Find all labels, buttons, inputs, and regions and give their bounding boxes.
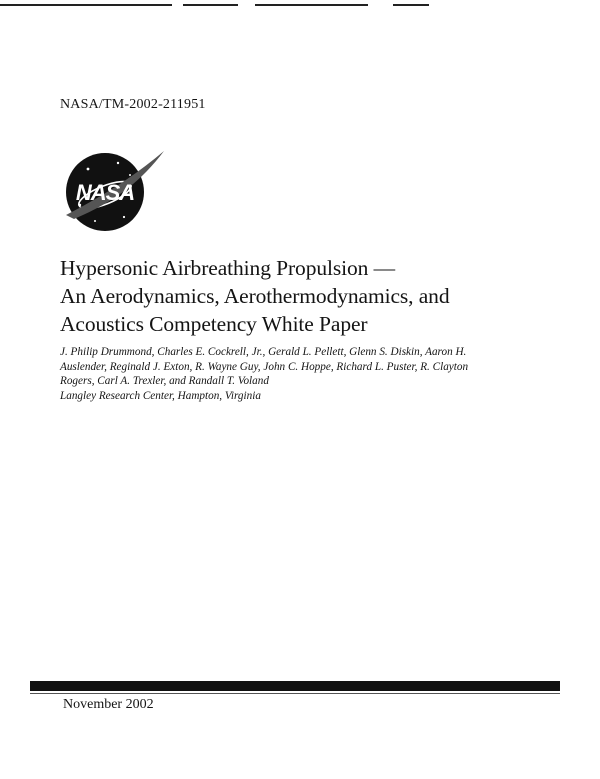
author-line: Rogers, Carl A. Trexler, and Randall T. Voland xyxy=(60,375,269,387)
nasa-logo-text: NASA xyxy=(75,180,135,205)
title-line: Acoustics Competency White Paper xyxy=(60,312,368,336)
publication-date: November 2002 xyxy=(63,697,154,712)
author-line: J. Philip Drummond, Charles E. Cockrell, Jr., Gerald L. Pellett, Glenn S. Diskin, Aaron H. xyxy=(60,346,467,358)
top-rule-1 xyxy=(0,4,172,6)
footer-rule xyxy=(30,681,560,691)
report-number: NASA/TM-2002-211951 xyxy=(60,97,206,112)
title-line: Hypersonic Airbreathing Propulsion — xyxy=(60,256,395,280)
author-line: Auslender, Reginald J. Exton, R. Wayne Guy, John C. Hoppe, Richard L. Puster, R. Clayton xyxy=(60,360,469,373)
nasa-logo-icon xyxy=(60,145,170,235)
title-line: An Aerodynamics, Aerothermodynamics, and xyxy=(60,284,450,308)
document-title xyxy=(60,254,580,338)
affiliation-line: Langley Research Center, Hampton, Virginia xyxy=(60,389,261,402)
top-rule-2 xyxy=(183,4,238,6)
top-rule-3 xyxy=(255,4,368,6)
footer-rule-thin xyxy=(30,693,560,694)
author-block xyxy=(60,345,500,403)
top-rule-4 xyxy=(393,4,429,6)
